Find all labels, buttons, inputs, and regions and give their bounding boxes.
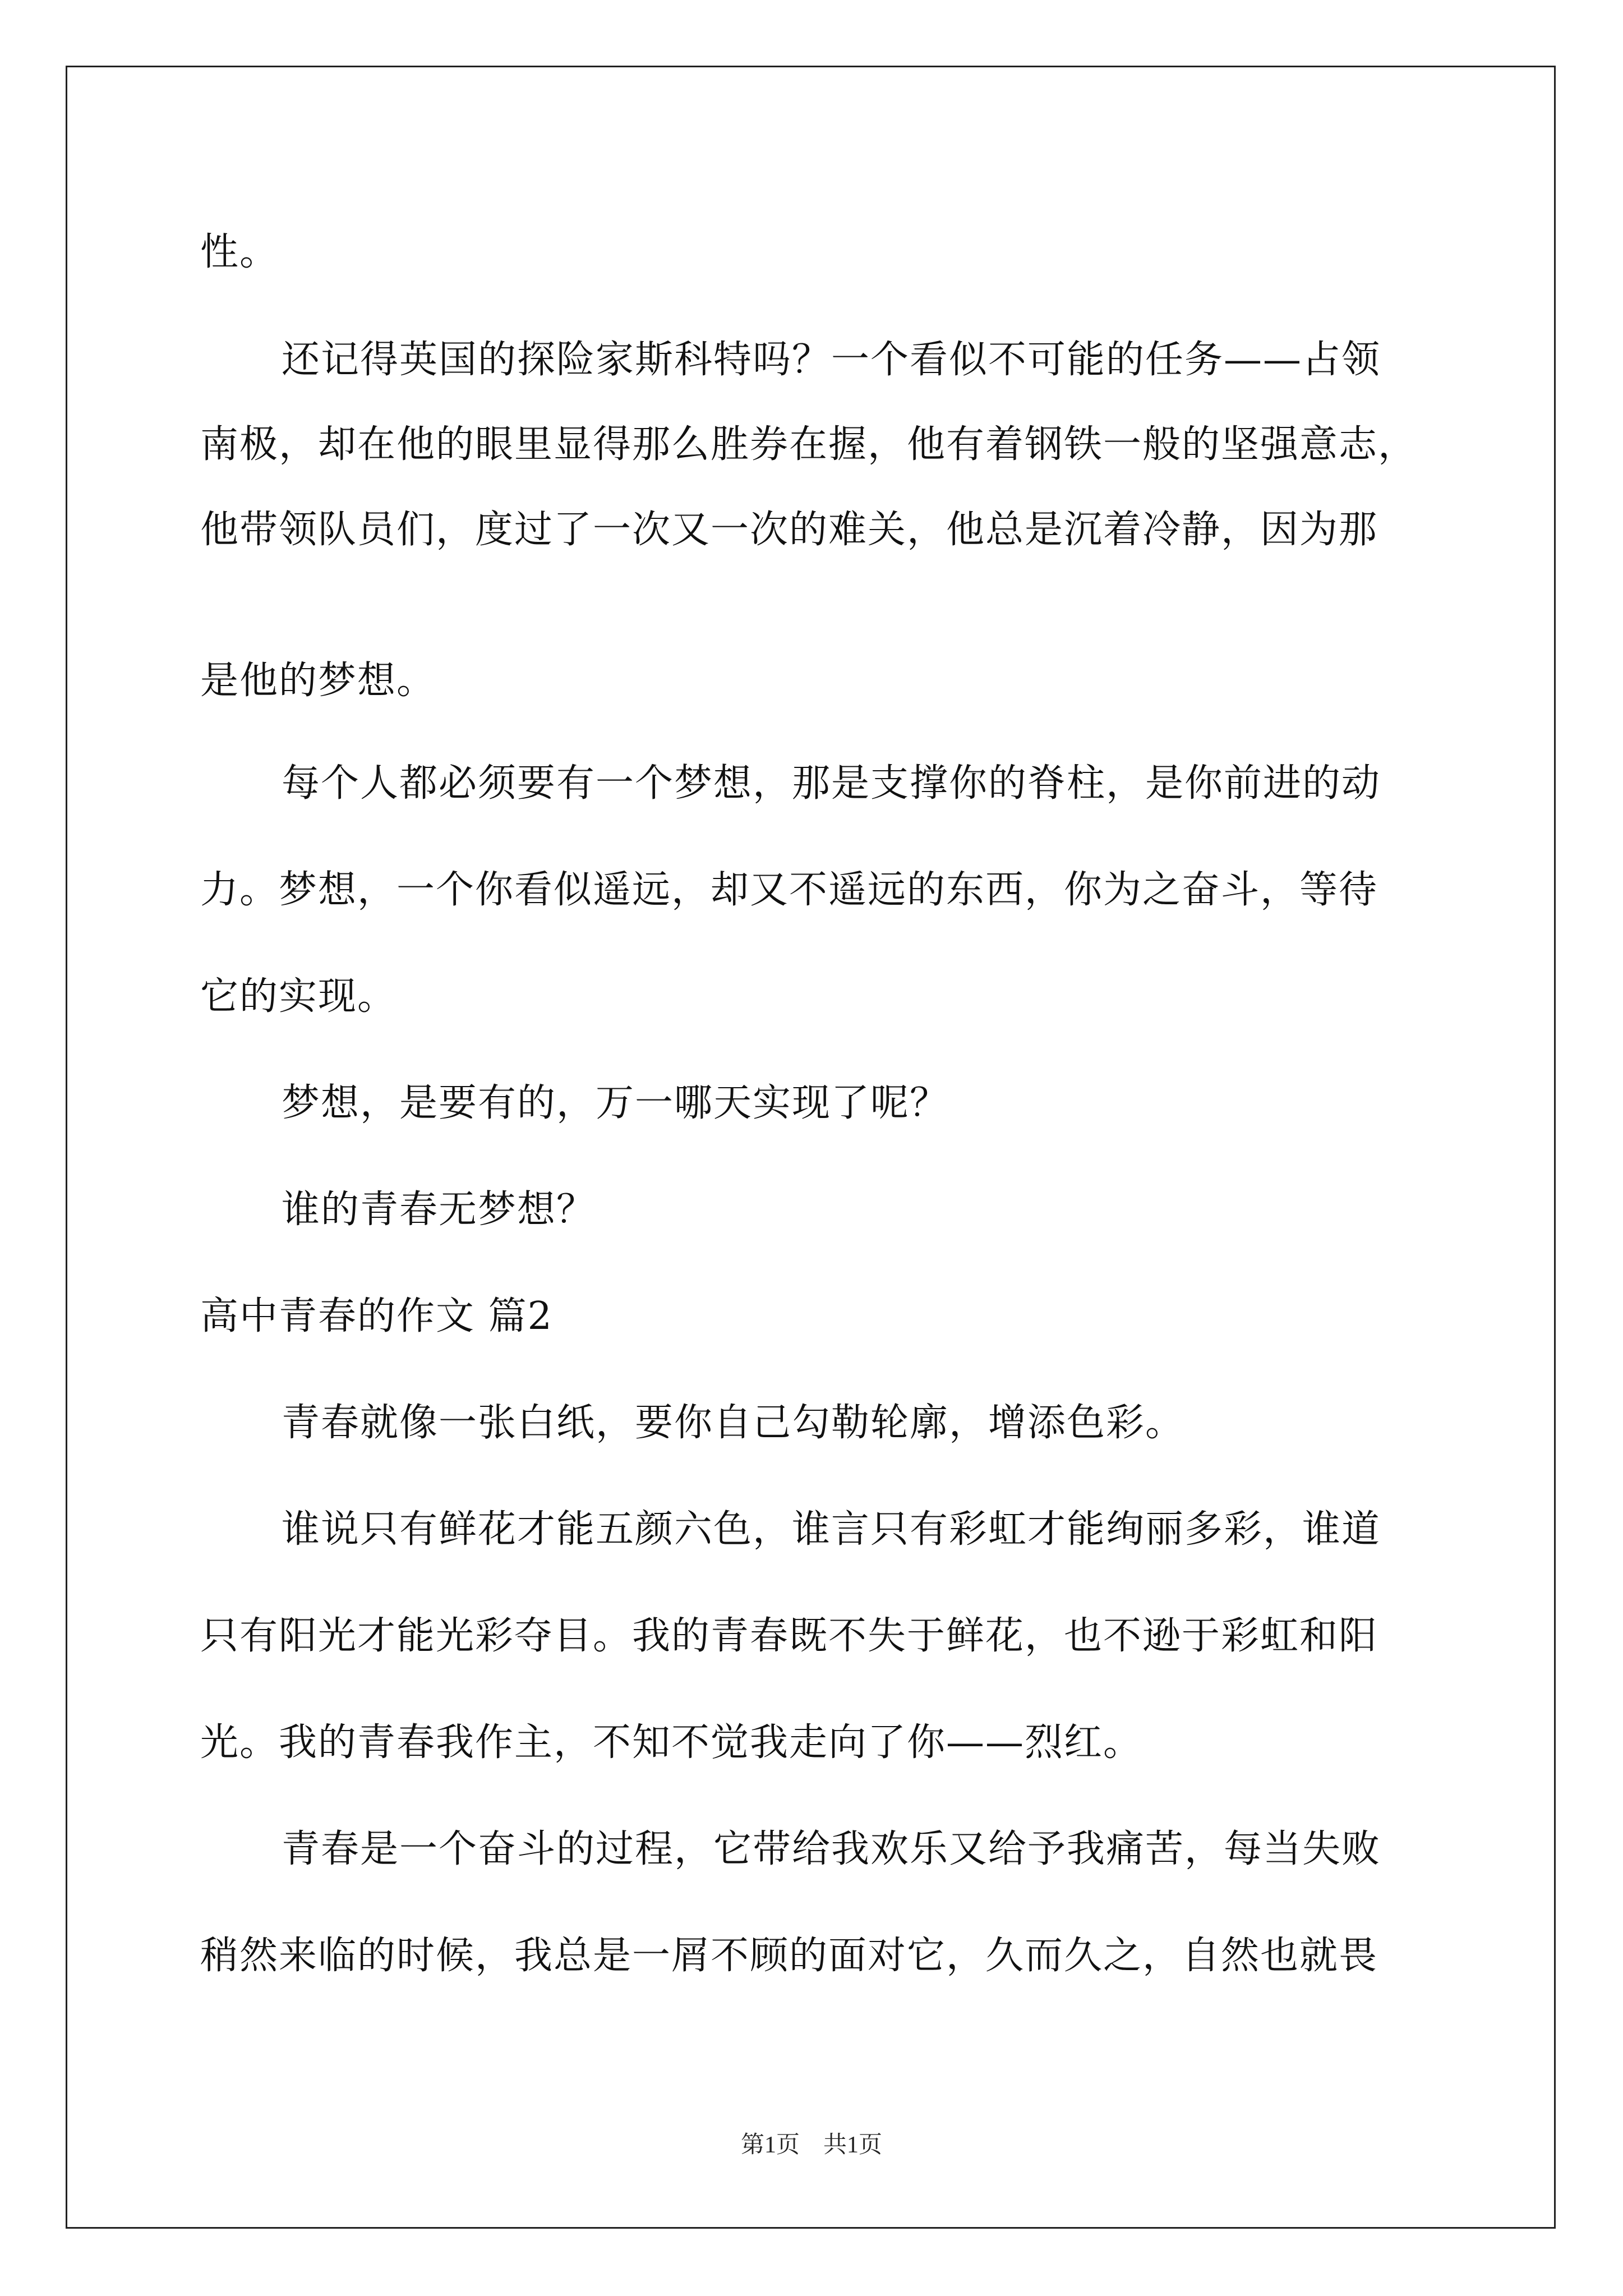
paragraph-2-line-2: 南极，却在他的眼里显得那么胜券在握，他有着钢铁一般的坚强意志，	[200, 422, 1418, 467]
section-paragraph-3-line-2: 稍然来临的时候，我总是一屑不顾的面对它，久而久之，自然也就畏	[200, 1934, 1378, 1978]
paragraph-3-line-3: 它的实现。	[200, 974, 397, 1019]
section-heading: 高中青春的作文 篇2	[200, 1294, 553, 1338]
paragraph-2-line-1: 还记得英国的探险家斯科特吗？一个看似不可能的任务——占领	[282, 338, 1381, 382]
paragraph-2-line-3: 他带领队员们，度过了一次又一次的难关，他总是沉着冷静，因为那	[200, 508, 1378, 552]
paragraph-3-line-2: 力。梦想，一个你看似遥远，却又不遥远的东西，你为之奋斗，等待	[200, 868, 1378, 912]
section-paragraph-1-line-1: 青春就像一张白纸，要你自己勾勒轮廓，增添色彩。	[282, 1401, 1185, 1445]
page-border	[66, 66, 1556, 2229]
section-paragraph-2-line-1: 谁说只有鲜花才能五颜六色，谁言只有彩虹才能绚丽多彩，谁道	[282, 1507, 1381, 1552]
paragraph-5-line-1: 谁的青春无梦想？	[282, 1188, 596, 1232]
paragraph-1-line-1: 性。	[200, 230, 279, 274]
section-paragraph-2-line-2: 只有阳光才能光彩夺目。我的青春既不失于鲜花，也不逊于彩虹和阳	[200, 1614, 1378, 1658]
paragraph-2-line-4: 是他的梦想。	[200, 659, 436, 703]
section-paragraph-3-line-1: 青春是一个奋斗的过程，它带给我欢乐又给予我痛苦，每当失败	[282, 1827, 1381, 1871]
section-paragraph-2-line-3: 光。我的青春我作主，不知不觉我走向了你——烈红。	[200, 1720, 1143, 1765]
page-number-footer: 第1页 共1页	[740, 2132, 882, 2158]
paragraph-4-line-1: 梦想，是要有的，万一哪天实现了呢？	[282, 1081, 949, 1125]
paragraph-3-line-1: 每个人都必须要有一个梦想，那是支撑你的脊柱，是你前进的动	[282, 761, 1381, 806]
